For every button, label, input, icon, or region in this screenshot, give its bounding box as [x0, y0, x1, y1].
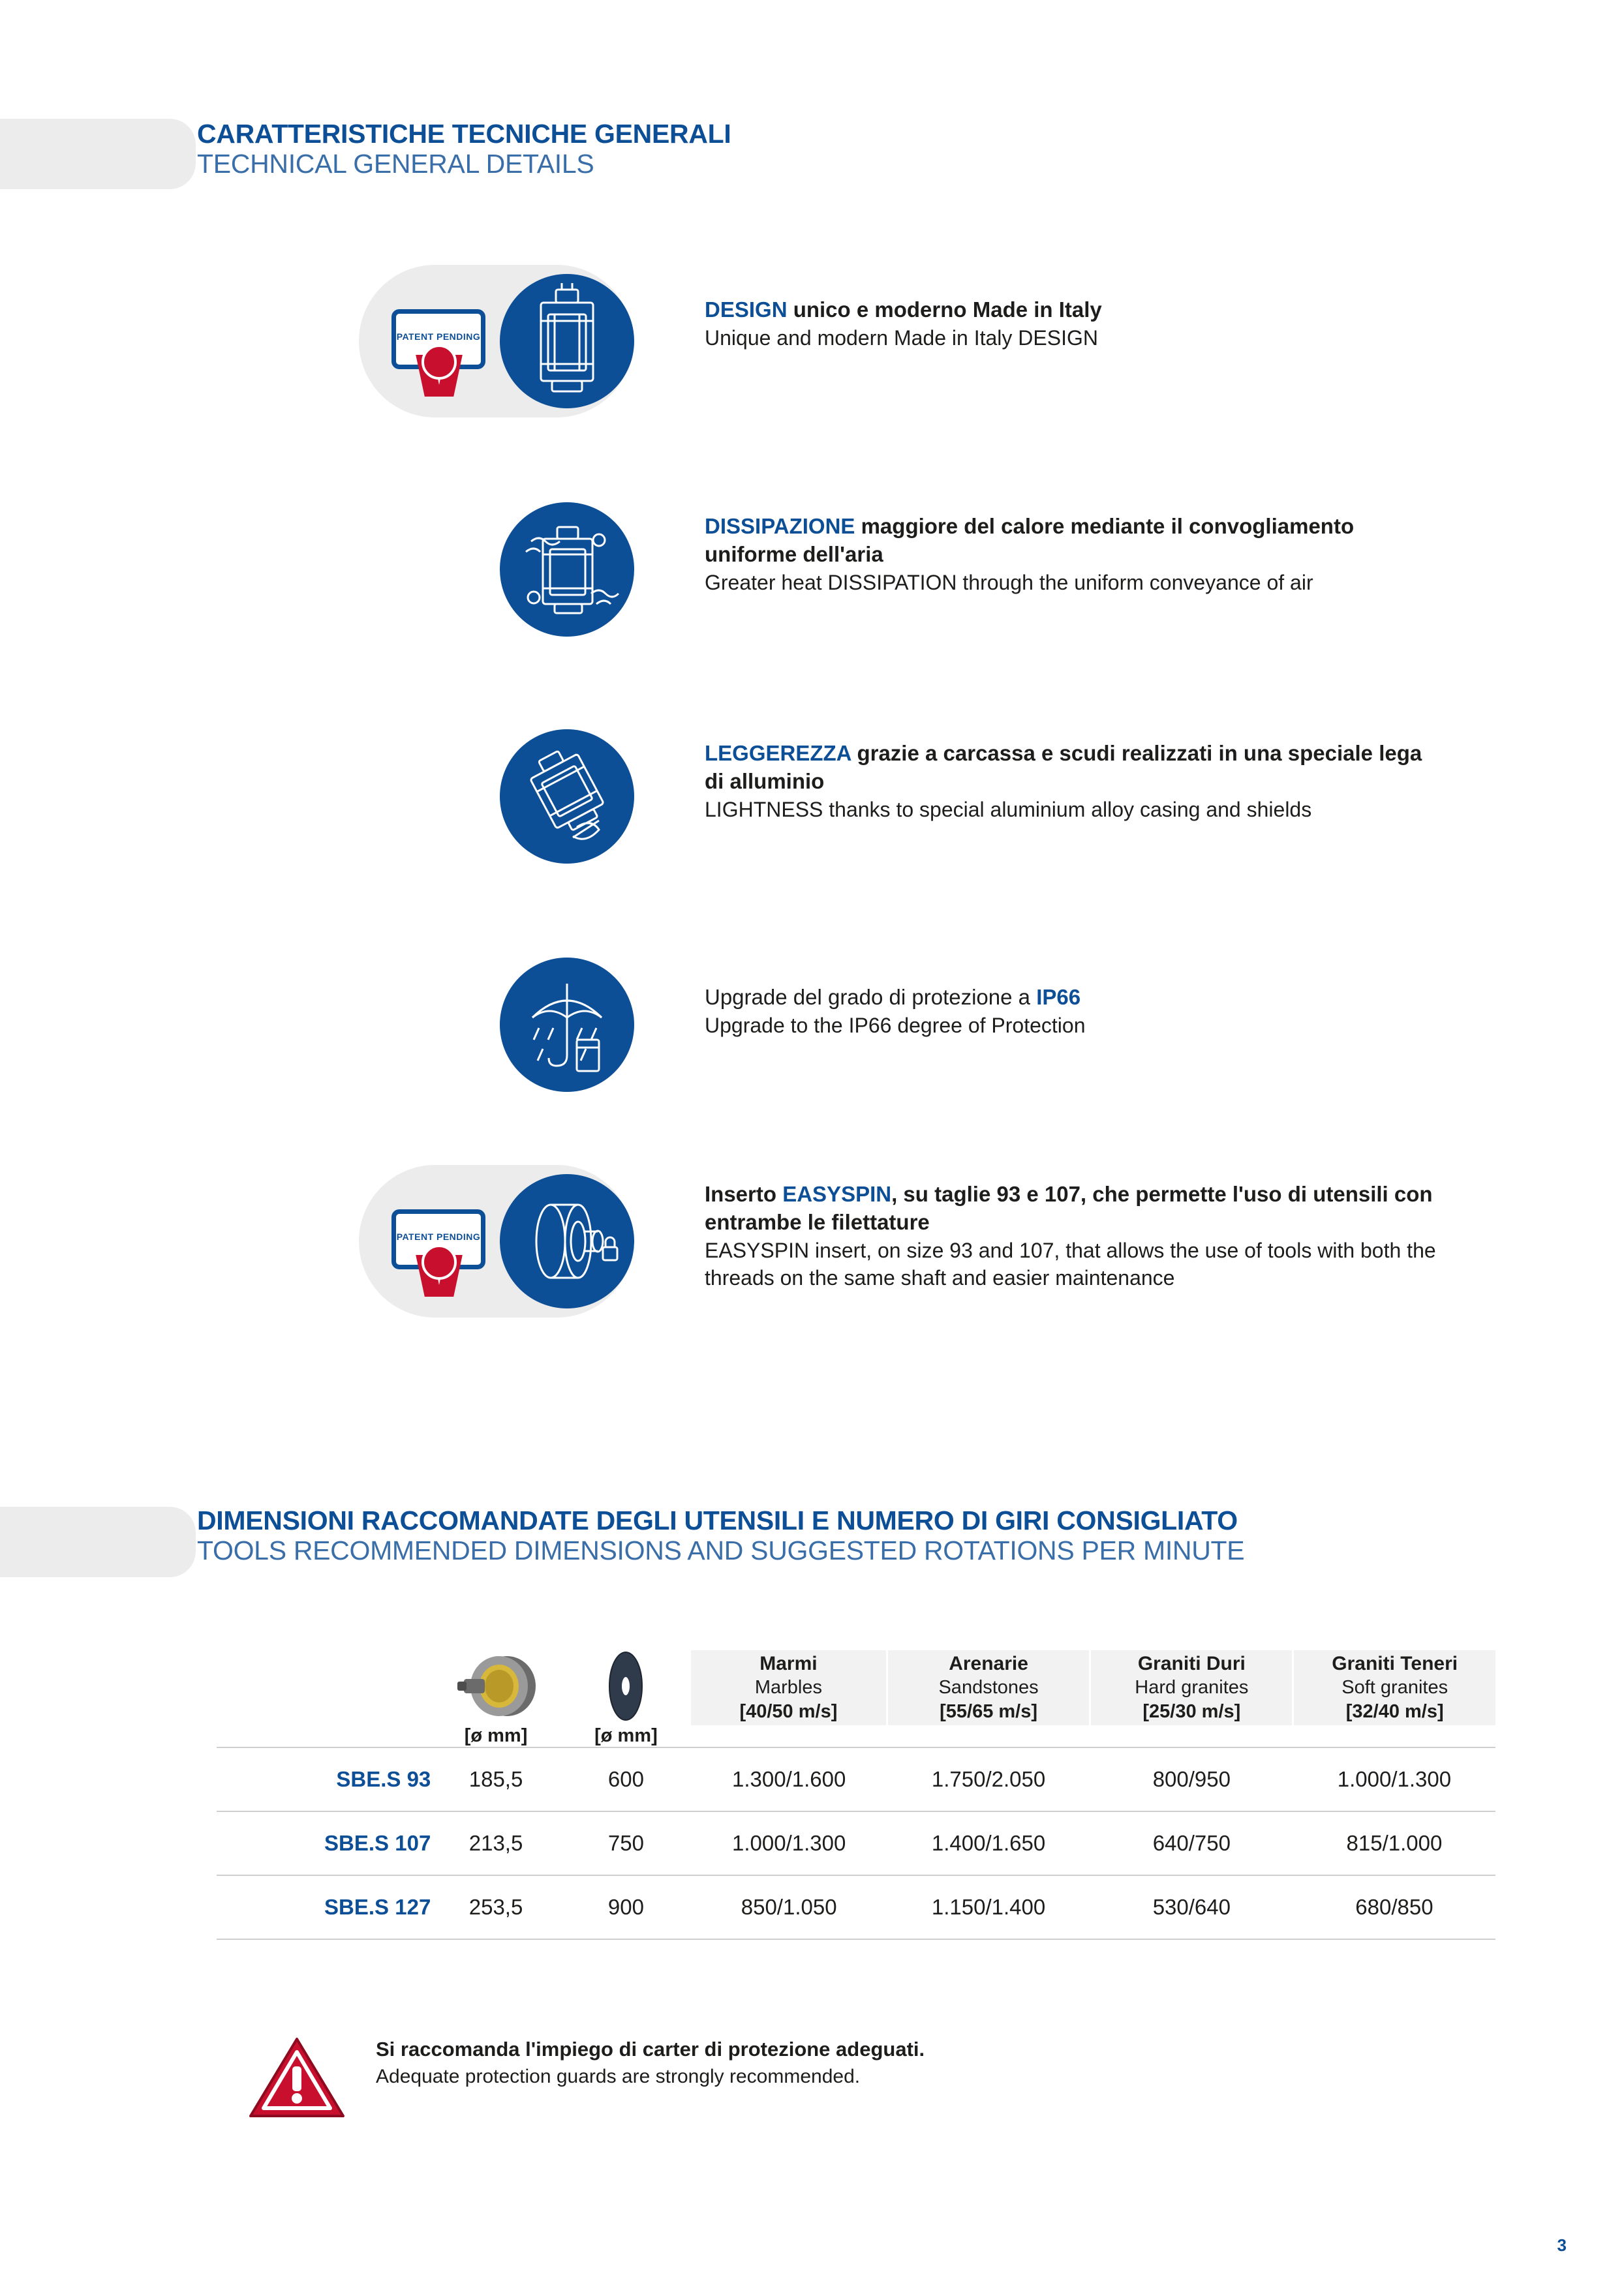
motor-design-glyph — [500, 274, 634, 408]
feature-lightness-en: LIGHTNESS thanks to special aluminium alloy casing and shields — [705, 797, 1312, 821]
unit-spacer-1 — [691, 1725, 887, 1747]
header-sandstones — [887, 1650, 1090, 1725]
feature-lightness-text — [705, 740, 1442, 823]
feature-dissipation-en: Greater heat DISSIPATION through the uniform conveyance of air — [705, 570, 1313, 594]
motor-heat-dissipation-glyph — [500, 502, 634, 637]
motor-lightness-feather-icon — [500, 729, 634, 864]
header-hard-granites-it: Graniti Duri — [1137, 1652, 1246, 1674]
feature-design-text — [705, 296, 1442, 352]
table-header-row — [217, 1650, 1495, 1725]
warning-en: Adequate protection guards are strongly recommended. — [376, 2066, 861, 2088]
page-title-tools — [197, 1506, 1244, 1566]
blade-disc-icon — [583, 1650, 668, 1722]
feature-ip66-keyword: IP66 — [1036, 985, 1081, 1009]
tools-title-it: DIMENSIONI RACCOMANDATE DEGLI UTENSILI E NUMERO DI GIRI CONSIGLIATO — [197, 1505, 1238, 1535]
cell-sbes93-hard-granites: 800/950 — [1090, 1747, 1293, 1811]
feature-dissipation-text — [705, 513, 1442, 596]
patent-pending-badge-2 — [386, 1207, 491, 1298]
cell-sbes127-soft-granites: 680/850 — [1293, 1875, 1495, 1939]
section-marker-technical — [0, 119, 196, 189]
feature-easyspin-en: EASYSPIN insert, on size 93 and 107, that allows the use of tools with both the threads on the same shaft and easier maintenance — [705, 1238, 1436, 1290]
easyspin-shaft-icon — [500, 1174, 634, 1308]
patent-pending-label-2: PATENT PENDING — [396, 1231, 481, 1242]
feature-ip66-text — [705, 984, 1442, 1039]
cell-sbes127-hard-granites: 530/640 — [1090, 1875, 1293, 1939]
feature-lightness-it — [705, 740, 1442, 796]
feature-dissipation-icon-wrap — [500, 502, 634, 637]
easyspin-glyph — [500, 1174, 634, 1308]
cell-sbes107-pulley: 213,5 — [431, 1811, 560, 1875]
tools-table-header — [217, 1650, 1495, 1747]
cell-sbes93-blade: 600 — [561, 1747, 691, 1811]
header-hard-granites-speed: [25/30 m/s] — [1142, 1700, 1241, 1722]
header-soft-granites-en: Soft granites — [1341, 1677, 1448, 1699]
warning-it: Si raccomanda l'impiego di carter di protezione adeguati. — [376, 2038, 925, 2061]
cell-sbes93-marbles: 1.300/1.600 — [691, 1747, 887, 1811]
header-sandstones-en: Sandstones — [938, 1677, 1039, 1699]
cell-sbes127-sandstones: 1.150/1.400 — [887, 1875, 1090, 1939]
motor-heat-dissipation-icon — [500, 502, 634, 637]
table-row — [217, 1811, 1495, 1875]
motor-design-icon — [500, 274, 634, 408]
page-title-technical — [197, 119, 731, 179]
header-marbles — [691, 1650, 887, 1725]
warning-text — [376, 2035, 925, 2091]
feature-dissipation-keyword: DISSIPAZIONE — [705, 514, 855, 538]
header-sandstones-speed: [55/65 m/s] — [940, 1700, 1038, 1722]
cell-sbes93-soft-granites: 1.000/1.300 — [1293, 1747, 1495, 1811]
cell-sbes107-marbles: 1.000/1.300 — [691, 1811, 887, 1875]
feature-dissipation-it — [705, 513, 1442, 569]
header-sandstones-it: Arenarie — [949, 1652, 1028, 1674]
patent-pending-badge — [386, 307, 491, 398]
row-model-sbes93: SBE.S 93 — [217, 1747, 431, 1811]
patent-seal — [421, 344, 457, 380]
feature-lightness-keyword: LEGGEREZZA — [705, 741, 851, 765]
patent-pending-label: PATENT PENDING — [396, 331, 481, 342]
table-unit-row — [217, 1725, 1495, 1747]
tools-table-body — [217, 1747, 1495, 1939]
cell-sbes127-pulley: 253,5 — [431, 1875, 560, 1939]
header-marbles-speed: [40/50 m/s] — [739, 1700, 838, 1722]
unit-blade: [ø mm] — [594, 1725, 658, 1746]
feature-easyspin-it-rest: , su taglie 93 e 107, che permette l'uso di utensili con entrambe le filettature — [705, 1182, 1433, 1234]
feature-design-en: Unique and modern Made in Italy DESIGN — [705, 325, 1098, 350]
feature-dissipation-it-rest: maggiore del calore mediante il convogliamento uniforme dell'aria — [705, 514, 1355, 566]
header-soft-granites-speed: [32/40 m/s] — [1345, 1700, 1444, 1722]
motor-lightness-glyph — [500, 729, 634, 864]
header-soft-granites-it: Graniti Teneri — [1332, 1652, 1458, 1674]
tools-title-en: TOOLS RECOMMENDED DIMENSIONS AND SUGGESTED ROTATIONS PER MINUTE — [197, 1535, 1245, 1565]
cell-sbes93-pulley: 185,5 — [431, 1747, 560, 1811]
header-pulley-cell — [431, 1650, 560, 1725]
unit-spacer-3 — [1090, 1725, 1293, 1747]
header-hard-granites-en: Hard granites — [1135, 1677, 1249, 1699]
row-model-sbes127: SBE.S 127 — [217, 1875, 431, 1939]
cell-sbes107-sandstones: 1.400/1.650 — [887, 1811, 1090, 1875]
unit-spacer-4 — [1293, 1725, 1495, 1747]
technical-title-en: TECHNICAL GENERAL DETAILS — [197, 148, 594, 179]
table-row — [217, 1747, 1495, 1811]
warning-triangle-icon — [248, 2035, 346, 2120]
header-marbles-en: Marbles — [754, 1677, 822, 1699]
feature-easyspin-it-pre: Inserto — [705, 1182, 783, 1206]
feature-lightness-it-rest: grazie a carcassa e scudi realizzati in una speciale lega di alluminio — [705, 741, 1422, 793]
cell-sbes107-blade: 750 — [561, 1811, 691, 1875]
unit-pulley: [ø mm] — [464, 1725, 528, 1746]
header-hard-granites — [1090, 1650, 1293, 1725]
feature-design-it — [705, 296, 1442, 324]
section-marker-tools — [0, 1507, 196, 1577]
page-number: 3 — [1557, 2235, 1567, 2255]
feature-lightness-icon-wrap — [500, 729, 634, 864]
feature-easyspin-keyword: EASYSPIN — [782, 1182, 892, 1206]
pulley-icon — [447, 1650, 545, 1722]
unit-spacer-2 — [887, 1725, 1090, 1747]
feature-ip66-en: Upgrade to the IP66 degree of Protection — [705, 1013, 1086, 1037]
unit-empty-cell — [217, 1725, 431, 1747]
feature-ip66-icon-wrap — [500, 958, 634, 1092]
header-blade-cell — [561, 1650, 691, 1725]
feature-design-keyword: DESIGN — [705, 297, 788, 322]
technical-title-it: CARATTERISTICHE TECNICHE GENERALI — [197, 119, 731, 149]
feature-easyspin-it — [705, 1181, 1442, 1237]
cell-sbes127-marbles: 850/1.050 — [691, 1875, 887, 1939]
patent-seal-2 — [421, 1245, 457, 1280]
umbrella-rain-protection-icon — [500, 958, 634, 1092]
cell-sbes107-hard-granites: 640/750 — [1090, 1811, 1293, 1875]
umbrella-glyph — [500, 958, 634, 1092]
header-soft-granites — [1293, 1650, 1495, 1725]
table-row — [217, 1875, 1495, 1939]
cell-sbes107-soft-granites: 815/1.000 — [1293, 1811, 1495, 1875]
cell-sbes127-blade: 900 — [561, 1875, 691, 1939]
feature-design-it-rest: unico e moderno Made in Italy — [787, 297, 1102, 322]
row-model-sbes107: SBE.S 107 — [217, 1811, 431, 1875]
tools-table — [217, 1650, 1495, 1940]
feature-ip66-it-pre: Upgrade del grado di protezione a — [705, 985, 1037, 1009]
header-marbles-it: Marmi — [759, 1652, 818, 1674]
header-empty-cell — [217, 1650, 431, 1725]
feature-easyspin-text — [705, 1181, 1442, 1292]
feature-ip66-it — [705, 984, 1442, 1012]
cell-sbes93-sandstones: 1.750/2.050 — [887, 1747, 1090, 1811]
